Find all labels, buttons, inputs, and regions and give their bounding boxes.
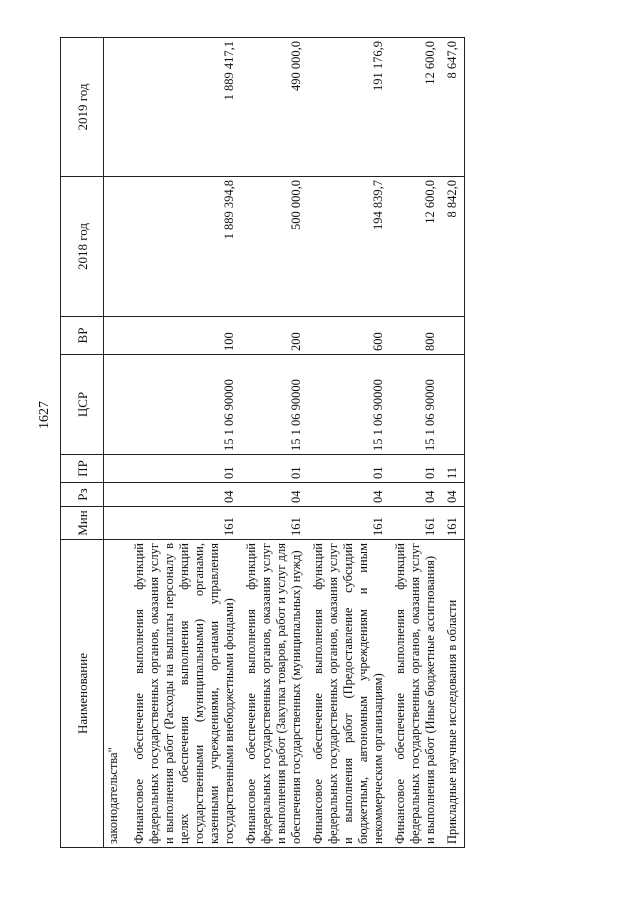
cell-name: Финансовое обеспечение выполнения функций федеральных государственных органов, оказания услуг и выполнения работ (Иные бюджетные ассигнования) bbox=[390, 540, 442, 848]
cell-vr: 600 bbox=[308, 317, 390, 355]
cell-min bbox=[104, 507, 130, 540]
cell-2019: 12 600,0 bbox=[390, 38, 442, 177]
cell-2018 bbox=[104, 177, 130, 317]
cell-csr: 15 1 06 90000 bbox=[390, 355, 442, 455]
table-row bbox=[390, 38, 442, 848]
cell-2019 bbox=[104, 38, 130, 177]
cell-2018: 194 839,7 bbox=[308, 177, 390, 317]
cell-csr: 15 1 06 90000 bbox=[308, 355, 390, 455]
cell-min: 161 bbox=[241, 507, 308, 540]
cell-min: 161 bbox=[308, 507, 390, 540]
cell-pr bbox=[104, 455, 130, 483]
header-2019: 2019 год bbox=[61, 38, 104, 177]
cell-csr bbox=[442, 355, 465, 455]
cell-rz: 04 bbox=[129, 483, 241, 507]
cell-2019: 1 889 417,1 bbox=[129, 38, 241, 177]
cell-vr bbox=[442, 317, 465, 355]
page-number: 1627 bbox=[37, 401, 52, 429]
cell-vr: 100 bbox=[129, 317, 241, 355]
table-row bbox=[104, 38, 130, 848]
table-row bbox=[308, 38, 390, 848]
cell-2018: 500 000,0 bbox=[241, 177, 308, 317]
cell-name: Прикладные научные исследования в области bbox=[442, 540, 465, 848]
header-2018: 2018 год bbox=[61, 177, 104, 317]
table-row bbox=[241, 38, 308, 848]
cell-pr: 01 bbox=[241, 455, 308, 483]
cell-min: 161 bbox=[442, 507, 465, 540]
cell-2018: 1 889 394,8 bbox=[129, 177, 241, 317]
cell-pr: 01 bbox=[129, 455, 241, 483]
cell-min: 161 bbox=[390, 507, 442, 540]
cell-rz: 04 bbox=[308, 483, 390, 507]
cell-2018: 8 842,0 bbox=[442, 177, 465, 317]
table-header-row bbox=[61, 38, 104, 848]
cell-vr bbox=[104, 317, 130, 355]
header-vr: ВР bbox=[61, 317, 104, 355]
cell-pr: 01 bbox=[308, 455, 390, 483]
cell-name: законодательства" bbox=[104, 540, 130, 848]
cell-name: Финансовое обеспечение выполнения функций федеральных государственных органов, оказания услуг и выполнения работ (Закупка товаров, работ и услуг для обеспечения государственных (муниципальных) нужд) bbox=[241, 540, 308, 848]
cell-pr: 01 bbox=[390, 455, 442, 483]
cell-rz: 04 bbox=[390, 483, 442, 507]
cell-rz bbox=[104, 483, 130, 507]
table-row bbox=[129, 38, 241, 848]
cell-name: Финансовое обеспечение выполнения функций федеральных государственных органов, оказания услуг и выполнения работ (Предоставление субсидий бюджетным, автономным учреждениям и иным некоммерческим организациям) bbox=[308, 540, 390, 848]
header-name: Наименование bbox=[61, 540, 104, 848]
cell-csr: 15 1 06 90000 bbox=[241, 355, 308, 455]
header-csr: ЦСР bbox=[61, 355, 104, 455]
cell-rz: 04 bbox=[241, 483, 308, 507]
header-rz: Рз bbox=[61, 483, 104, 507]
table-row bbox=[442, 38, 465, 848]
cell-name: Финансовое обеспечение выполнения функций федеральных государственных органов, оказания услуг и выполнения работ (Расходы на выплаты персоналу в целях обеспечения выполнения функций государственными (муниципальными) органами, казенными учреждениями, органами управления государственными внебюджетными фондами) bbox=[129, 540, 241, 848]
cell-pr: 11 bbox=[442, 455, 465, 483]
cell-csr: 15 1 06 90000 bbox=[129, 355, 241, 455]
cell-vr: 800 bbox=[390, 317, 442, 355]
cell-2019: 8 647,0 bbox=[442, 38, 465, 177]
cell-vr: 200 bbox=[241, 317, 308, 355]
cell-2019: 191 176,9 bbox=[308, 38, 390, 177]
cell-2019: 490 000,0 bbox=[241, 38, 308, 177]
cell-rz: 04 bbox=[442, 483, 465, 507]
budget-table bbox=[60, 37, 465, 848]
cell-min: 161 bbox=[129, 507, 241, 540]
cell-2018: 12 600,0 bbox=[390, 177, 442, 317]
cell-csr bbox=[104, 355, 130, 455]
header-pr: ПР bbox=[61, 455, 104, 483]
header-min: Мин bbox=[61, 507, 104, 540]
